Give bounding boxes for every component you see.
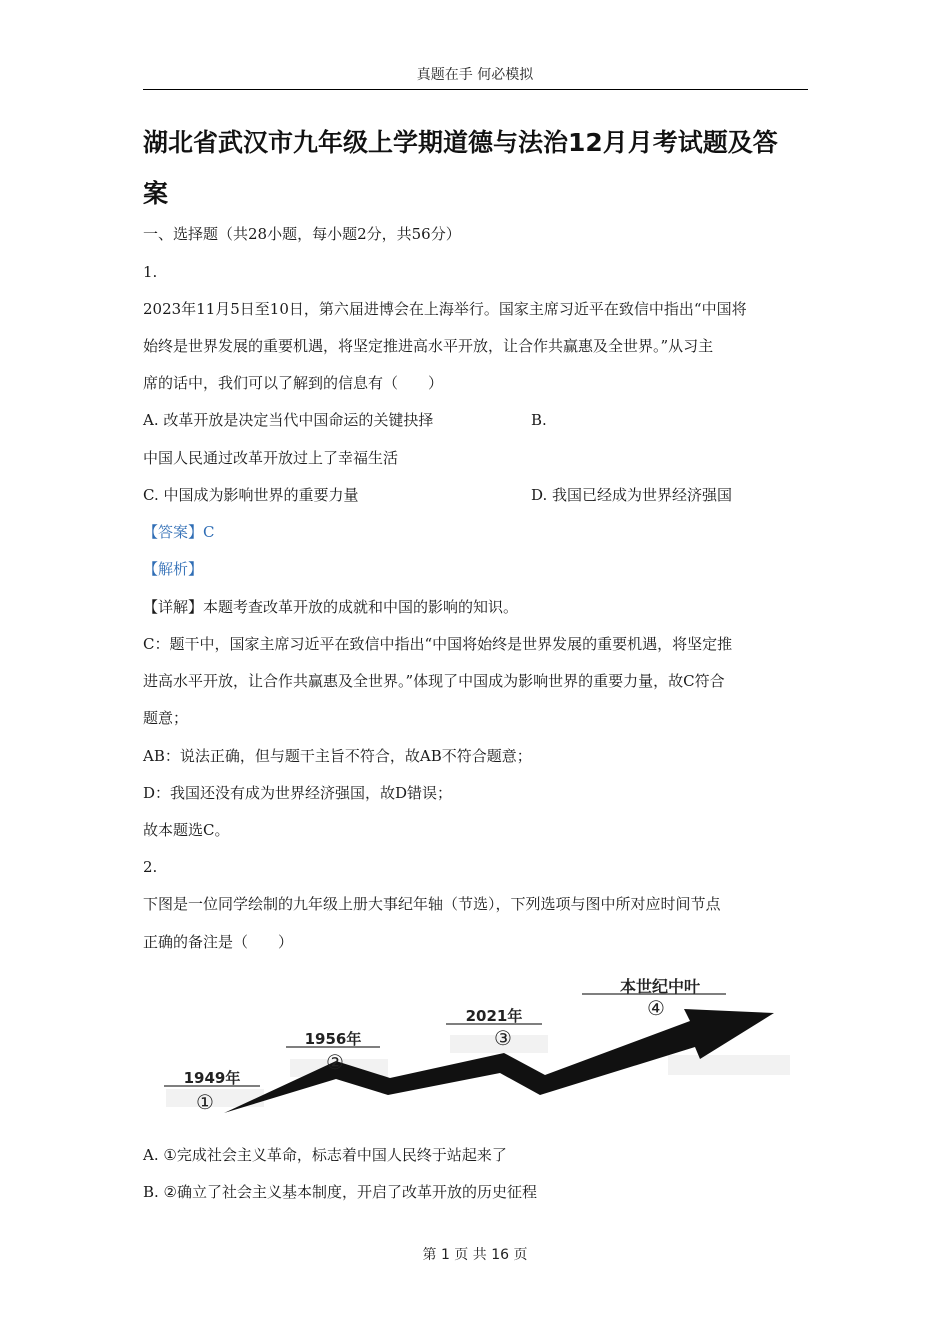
question-1-option-a: A. 改革开放是决定当代中国命运的关键抉择 <box>143 411 434 429</box>
header-divider <box>143 89 808 90</box>
question-1-explain-line-5: D：我国还没有成为世界经济强国，故D错误； <box>143 784 453 802</box>
timeline-marker-2: ② <box>326 1050 344 1074</box>
question-1-number: 1. <box>143 263 158 281</box>
question-1-explain-line-1: C：题干中，国家主席习近平在致信中指出“中国将始终是世界发展的重要机遇，将坚定推 <box>143 635 733 653</box>
page-title-line-1: 湖北省武汉市九年级上学期道德与法治12月月考试题及答 <box>143 128 778 157</box>
question-1-stem-line-2: 始终是世界发展的重要机遇，将坚定推进高水平开放，让合作共赢惠及全世界。”从习主 <box>143 337 714 355</box>
timeline-label-3: 2021年 <box>465 1007 523 1025</box>
question-1-option-c: C. 中国成为影响世界的重要力量 <box>143 486 359 504</box>
page-footer: 第 1 页 共 16 页 <box>422 1247 528 1263</box>
question-2-option-a: A. ①完成社会主义革命，标志着中国人民终于站起来了 <box>143 1146 507 1164</box>
question-2-stem-line-1: 下图是一位同学绘制的九年级上册大事纪年轴（节选），下列选项与图中所对应时间节点 <box>143 895 721 913</box>
question-1-option-b-label: B. <box>531 411 547 429</box>
question-1-option-d: D. 我国已经成为世界经济强国 <box>531 486 733 504</box>
question-1-explain-line-3: 题意； <box>143 709 189 727</box>
question-1-analysis-label: 【解析】 <box>143 560 204 578</box>
timeline-label-1: 1949年 <box>183 1069 241 1087</box>
question-1-explain-line-4: AB：说法正确，但与题干主旨不符合，故AB不符合题意； <box>143 747 532 765</box>
question-2-number: 2. <box>143 858 158 876</box>
timeline-marker-3: ③ <box>494 1026 512 1050</box>
question-1-stem-line-3: 席的话中，我们可以了解到的信息有（ ） <box>143 374 444 392</box>
timeline-label-4: 本世纪中叶 <box>619 977 701 996</box>
question-1-explain-line-2: 进高水平开放，让合作共赢惠及全世界。”体现了中国成为影响世界的重要力量，故C符合 <box>143 672 725 690</box>
page-title-line-2: 案 <box>143 179 169 208</box>
question-1-answer: 【答案】C <box>143 523 215 541</box>
timeline-figure <box>150 965 790 1125</box>
section-heading: 一、选择题（共28小题，每小题2分，共56分） <box>143 225 461 243</box>
question-1-stem-line-1: 2023年11月5日至10日，第六届进博会在上海举行。国家主席习近平在致信中指出“中国将 <box>143 300 747 318</box>
timeline-marker-4: ④ <box>647 996 665 1020</box>
timeline-shadow-4 <box>668 1055 790 1075</box>
timeline-label-2: 1956年 <box>304 1030 362 1048</box>
question-1-detail: 【详解】本题考查改革开放的成就和中国的影响的知识。 <box>143 598 519 616</box>
page-header: 真题在手 何必模拟 <box>416 67 534 83</box>
question-1-explain-line-6: 故本题选C。 <box>143 821 230 839</box>
timeline-marker-1: ① <box>196 1090 214 1114</box>
question-2-option-b: B. ②确立了社会主义基本制度，开启了改革开放的历史征程 <box>143 1183 538 1201</box>
question-2-stem-line-2: 正确的备注是（ ） <box>143 933 294 951</box>
question-1-option-b-text: 中国人民通过改革开放过上了幸福生活 <box>143 449 399 467</box>
